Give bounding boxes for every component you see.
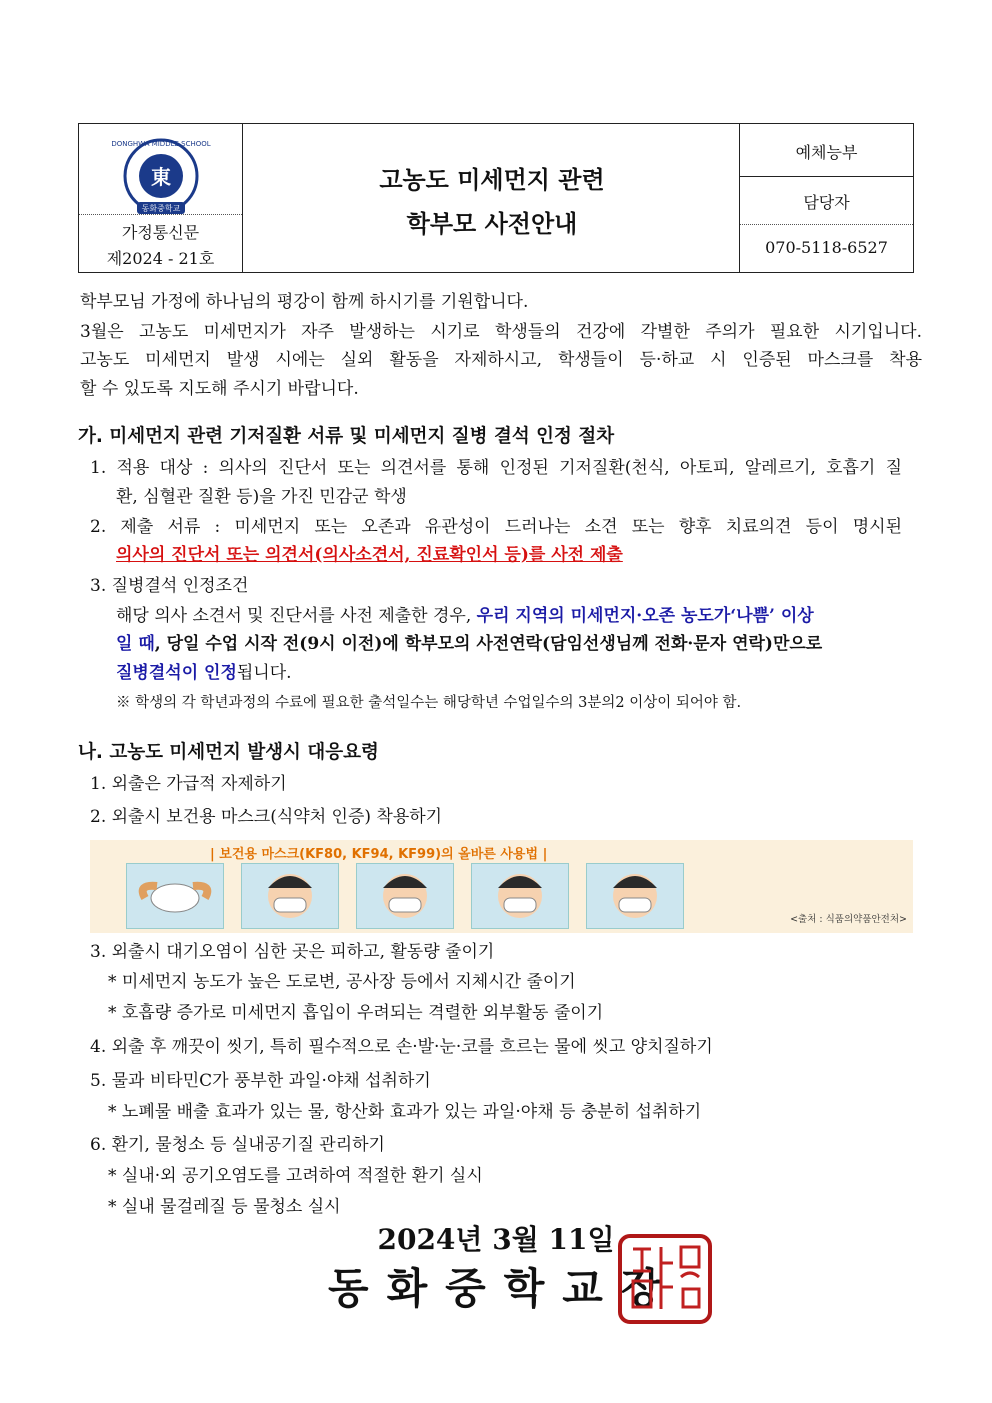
issue-date: 2024년 3월 11일 — [377, 1223, 615, 1256]
mask-step-1-illustration — [126, 863, 224, 929]
principal-signature: 동화중학교장 — [328, 1264, 680, 1313]
banner-caption: | 보건용 마스크(KF80, KF94, KF99)의 올바른 사용법 | — [210, 847, 548, 862]
banner-source: <출처 : 식품의약품안전처> — [790, 914, 907, 925]
section-a-condition: 해당 의사 소견서 및 진단서를 사전 제출한 경우, 우리 지역의 미세먼지·오존 농도가‘나쁨’ 이상 — [116, 606, 814, 626]
intro-line: 3월은 고농도 미세먼지가 자주 발생하는 시기로 학생들의 건강에 각별한 주의가 필요한 시기입니다. — [80, 322, 922, 342]
section-a-item: 2. 제출 서류 : 미세먼지 또는 오존과 유관성이 드러나는 소견 또는 향후 치료의견 등이 명시된 — [90, 517, 902, 537]
header-right-cell — [739, 124, 913, 272]
section-b-item: 2. 외출시 보건용 마스크(식약처 인증) 착용하기 — [90, 807, 443, 827]
official-seal-icon — [617, 1233, 713, 1325]
section-b-item: 6. 환기, 물청소 등 실내공기질 관리하기 — [90, 1135, 385, 1155]
header-table — [78, 123, 914, 273]
contact-phone: 070-5118-6527 — [765, 238, 888, 257]
section-a-heading: 가. 미세먼지 관련 기저질환 서류 및 미세먼지 질병 결석 인정 절차 — [78, 426, 615, 447]
intro-line: 학부모님 가정에 하나님의 평강이 함께 하시기를 기원합니다. — [80, 292, 529, 312]
svg-text:東: 東 — [151, 165, 171, 189]
mask-step-5-illustration — [586, 863, 684, 929]
section-a-condition: 질병결석이 인정됩니다. — [116, 663, 292, 683]
section-a-condition: 일 때, 당일 수업 시작 전(9시 이전)에 학부모의 사전연락(담임선생님께 전화·문자 연락)만으로 — [116, 634, 823, 654]
section-b-subitem: * 실내·외 공기오염도를 고려하여 적절한 환기 실시 — [108, 1166, 483, 1186]
section-b-subitem: * 노폐물 배출 효과가 있는 물, 항산화 효과가 있는 과일·야채 등 충분히 섭취하기 — [108, 1102, 702, 1122]
section-b-item: 1. 외출은 가급적 자제하기 — [90, 774, 287, 794]
section-b-heading: 나. 고농도 미세먼지 발생시 대응요령 — [78, 742, 379, 763]
svg-text:동화중학교: 동화중학교 — [141, 204, 181, 213]
section-b-item: 4. 외출 후 깨끗이 씻기, 특히 필수적으로 손·발·눈·코를 흐르는 물에 씻고 양치질하기 — [90, 1037, 713, 1057]
section-a-item: 3. 질병결석 인정조건 — [90, 576, 249, 596]
newsletter-number: 제2024 - 21호 — [106, 249, 215, 268]
required-document-emphasis: 의사의 진단서 또는 의견서(의사소견서, 진료확인서 등)를 사전 제출 — [116, 545, 623, 565]
section-b-item: 3. 외출시 대기오염이 심한 곳은 피하고, 활동량 줄이기 — [90, 942, 495, 962]
mask-usage-banner — [90, 840, 913, 933]
section-b-subitem: * 호흡량 증가로 미세먼지 흡입이 우려되는 격렬한 외부활동 줄이기 — [108, 1003, 604, 1023]
mask-step-2-illustration — [241, 863, 339, 929]
attendance-note: ※ 학생의 각 학년과정의 수료에 필요한 출석일수는 해당학년 수업일수의 3분의2 이상이 되어야 함. — [116, 695, 742, 711]
header-left-cell — [79, 124, 243, 272]
mask-step-3-illustration — [356, 863, 454, 929]
mask-step-4-illustration — [471, 863, 569, 929]
department: 예체능부 — [795, 143, 858, 162]
section-b-subitem: * 미세먼지 농도가 높은 도로변, 공사장 등에서 지체시간 줄이기 — [108, 972, 576, 992]
section-b-item: 5. 물과 비타민C가 풍부한 과일·야채 섭취하기 — [90, 1071, 431, 1091]
pollution-level-emphasis: 우리 지역의 미세먼지·오존 농도가‘나쁨’ 이상 — [476, 606, 814, 626]
section-a-item: 환, 심혈관 질환 등)을 가진 민감군 학생 — [116, 487, 407, 507]
page-title-line1: 고농도 미세먼지 관련 — [379, 166, 605, 194]
section-b-subitem: * 실내 물걸레질 등 물청소 실시 — [108, 1197, 341, 1217]
school-logo-icon — [111, 134, 211, 222]
page-title-line2: 학부모 사전안내 — [406, 210, 578, 238]
contact-label: 담당자 — [803, 193, 850, 212]
svg-text:DONGHWA MIDDLE SCHOOL: DONGHWA MIDDLE SCHOOL — [111, 140, 211, 148]
intro-line: 할 수 있도록 지도해 주시기 바랍니다. — [80, 379, 359, 399]
newsletter-label: 가정통신문 — [121, 223, 200, 242]
intro-line: 고농도 미세먼지 발생 시에는 실외 활동을 자제하시고, 학생들이 등·하교 시 인증된 마스크를 착용 — [80, 350, 922, 370]
section-a-item: 1. 적용 대상 : 의사의 진단서 또는 의견서를 통해 인정된 기저질환(천식, 아토피, 알레르기, 호흡기 질 — [90, 458, 902, 478]
